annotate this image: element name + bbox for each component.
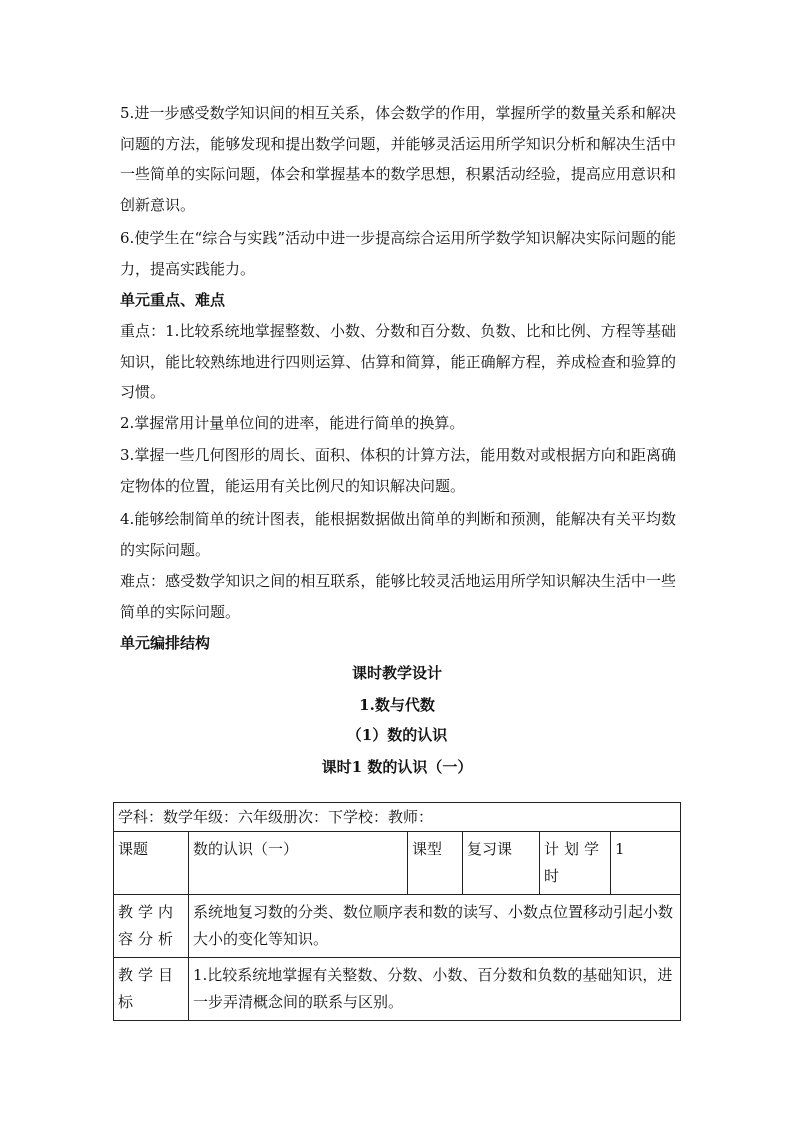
focus-paragraph-3: 3.掌握一些几何图形的周长、面积、体积的计算方法，能用数对或根据方向和距离确定物体的位置，能运用有关比例尺的知识解决问题。 xyxy=(120,446,676,495)
goal-label-cell: 教学目标 xyxy=(114,958,189,1021)
table-row xyxy=(114,803,681,832)
hours-label-cell: 计划学时 xyxy=(540,832,611,895)
objective-paragraph-5: 5.进一步感受数学知识间的相互关系，体会数学的作用，掌握所学的数量关系和解决问题的方法，能够发现和提出数学问题，并能够灵活运用所学知识分析和解决生活中一些简单的实际问题，体会和掌握基本的数学思想，积累活动经验，提高应用意识和创新意识。 xyxy=(120,104,676,214)
type-label-cell: 课型 xyxy=(408,832,463,895)
info-cell: 学科：数学年级：六年级册次：下学校：教师： xyxy=(114,803,681,832)
section-title: （1）数的认识 xyxy=(346,726,448,744)
analysis-value-cell: 系统地复习数的分类、数位顺序表和数的读写、小数点位置移动引起小数大小的变化等知识。 xyxy=(189,895,681,958)
table-row xyxy=(114,832,681,895)
topic-label-cell: 课题 xyxy=(114,832,189,895)
analysis-label-cell: 教学内容分析 xyxy=(114,895,189,958)
objective-paragraph-6: 6.使学生在“综合与实践”活动中进一步提高综合运用所学数学知识解决实际问题的能力，提高实践能力。 xyxy=(120,229,676,278)
lesson-design-title: 课时教学设计 xyxy=(351,664,442,682)
hours-value-cell: 1 xyxy=(611,832,681,895)
lesson-plan-table xyxy=(113,802,681,1021)
table-row xyxy=(114,895,681,958)
table-row xyxy=(114,958,681,1021)
section-heading-focus: 单元重点、难点 xyxy=(120,291,226,309)
difficulty-paragraph: 难点：感受数学知识之间的相互联系，能够比较灵活地运用所学知识解决生活中一些简单的实际问题。 xyxy=(120,572,676,621)
chapter-title: 1.数与代数 xyxy=(359,696,435,714)
lesson-title: 课时1 数的认识（一） xyxy=(321,758,473,776)
focus-paragraph-1: 重点：1.比较系统地掌握整数、小数、分数和百分数、负数、比和比例、方程等基础知识，能比较熟练地进行四则运算、估算和简算，能正确解方程，养成检查和验算的习惯。 xyxy=(120,322,676,401)
focus-paragraph-4: 4.能够绘制简单的统计图表，能根据数据做出简单的判断和预测，能解决有关平均数的实际问题。 xyxy=(120,510,676,559)
topic-value-cell: 数的认识（一） xyxy=(189,832,408,895)
focus-paragraph-2: 2.掌握常用计量单位间的进率，能进行简单的换算。 xyxy=(120,414,465,432)
type-value-cell: 复习课 xyxy=(463,832,540,895)
section-heading-structure: 单元编排结构 xyxy=(120,634,211,652)
goal-value-cell: 1.比较系统地掌握有关整数、分数、小数、百分数和负数的基础知识，进一步弄清概念间的联系与区别。 xyxy=(189,958,681,1021)
